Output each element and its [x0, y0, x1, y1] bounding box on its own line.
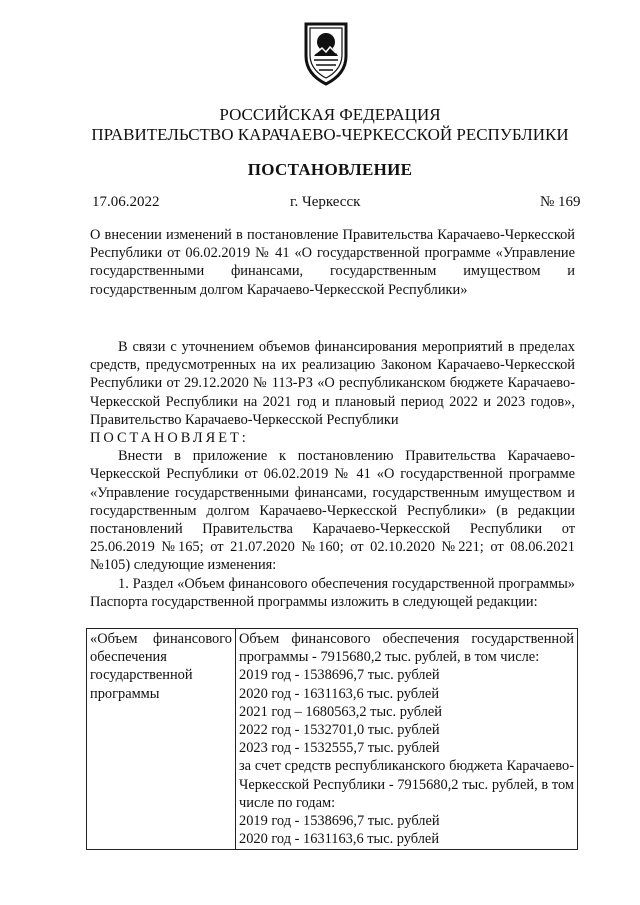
document-subject — [90, 226, 575, 299]
document-body — [90, 338, 575, 611]
document-type: ПОСТАНОВЛЕНИЕ — [247, 160, 413, 179]
list-item: 2020 год - 1631163,6 тыс. рублей — [239, 831, 440, 848]
header-country: РОССИЙСКАЯ ФЕДЕРАЦИЯ — [219, 105, 441, 124]
header-government: ПРАВИТЕЛЬСТВО КАРАЧАЕВО-ЧЕРКЕССКОЙ РЕСПУБЛИКИ — [91, 125, 569, 144]
list-item: 2022 год - 1532701,0 тыс. рублей — [239, 722, 440, 739]
table-cell-value — [236, 629, 578, 850]
document-city: г. Черкесск — [290, 194, 361, 210]
subject-text: О внесении изменений в постановление Правительства Карачаево-Черкесской Республики от 06.02.2019 № 41 «О государственной программе «Управление государственными финансами, государственным имуществом и государственным долгом Карачаево-Черкесской Республики» — [90, 227, 575, 298]
list-item: 2021 год – 1680563,2 тыс. рублей — [239, 703, 442, 720]
body-paragraph-2: Внести в приложение к постановлению Правительства Карачаево-Черкесской Республики от 06.02.2019 № 41 «О государственной программе «Управление государственными финансами, государственным имуществом и государственным долгом Карачаево-Черкесской Республики» (в редакции постановлений Правительства Карачаево-Черкесской Республики от 25.06.2019 №165; от 21.07.2020 №160; от 02.10.2020 №221; от 08.06.2021 №105) следующие изменения: — [90, 448, 575, 574]
table-row — [87, 629, 578, 850]
body-paragraph-3: 1. Раздел «Объем финансового обеспечения государственной программы» Паспорта государственной программы изложить в следующей редакции: — [90, 575, 575, 610]
list-item: 2019 год - 1538696,7 тыс. рублей — [239, 667, 440, 684]
document-number: № 169 — [540, 194, 581, 210]
budget-intro: за счет средств республиканского бюджета Карачаево-Черкесской Республики - 7915680,2 тыс. рублей, в том числе по годам: — [239, 758, 574, 811]
list-item: 2023 год - 1532555,7 тыс. рублей — [239, 740, 440, 757]
financing-table — [86, 628, 578, 850]
list-item: 2020 год - 1631163,6 тыс. рублей — [239, 685, 440, 702]
document-date: 17.06.2022 — [92, 194, 160, 210]
coat-of-arms-icon — [302, 20, 350, 86]
financing-intro: Объем финансового обеспечения государственной программы - 7915680,2 тыс. рублей, в том числе: — [239, 631, 574, 666]
table-cell-label: «Объем финансового обеспечения государственной программы — [87, 629, 236, 850]
decree-word: ПОСТАНОВЛЯЕТ: — [90, 430, 249, 447]
body-paragraph-1: В связи с уточнением объемов финансирования мероприятий в пределах средств, предусмотренных на их реализацию Законом Карачаево-Черкесской Республики от 29.12.2020 № 113-РЗ «О республиканском бюджете Карачаево-Черкесской Республики на 2021 год и плановый период 2022 и 2023 годов», Правительство Карачаево-Черкесской Республики — [90, 339, 575, 428]
list-item: 2019 год - 1538696,7 тыс. рублей — [239, 813, 440, 830]
